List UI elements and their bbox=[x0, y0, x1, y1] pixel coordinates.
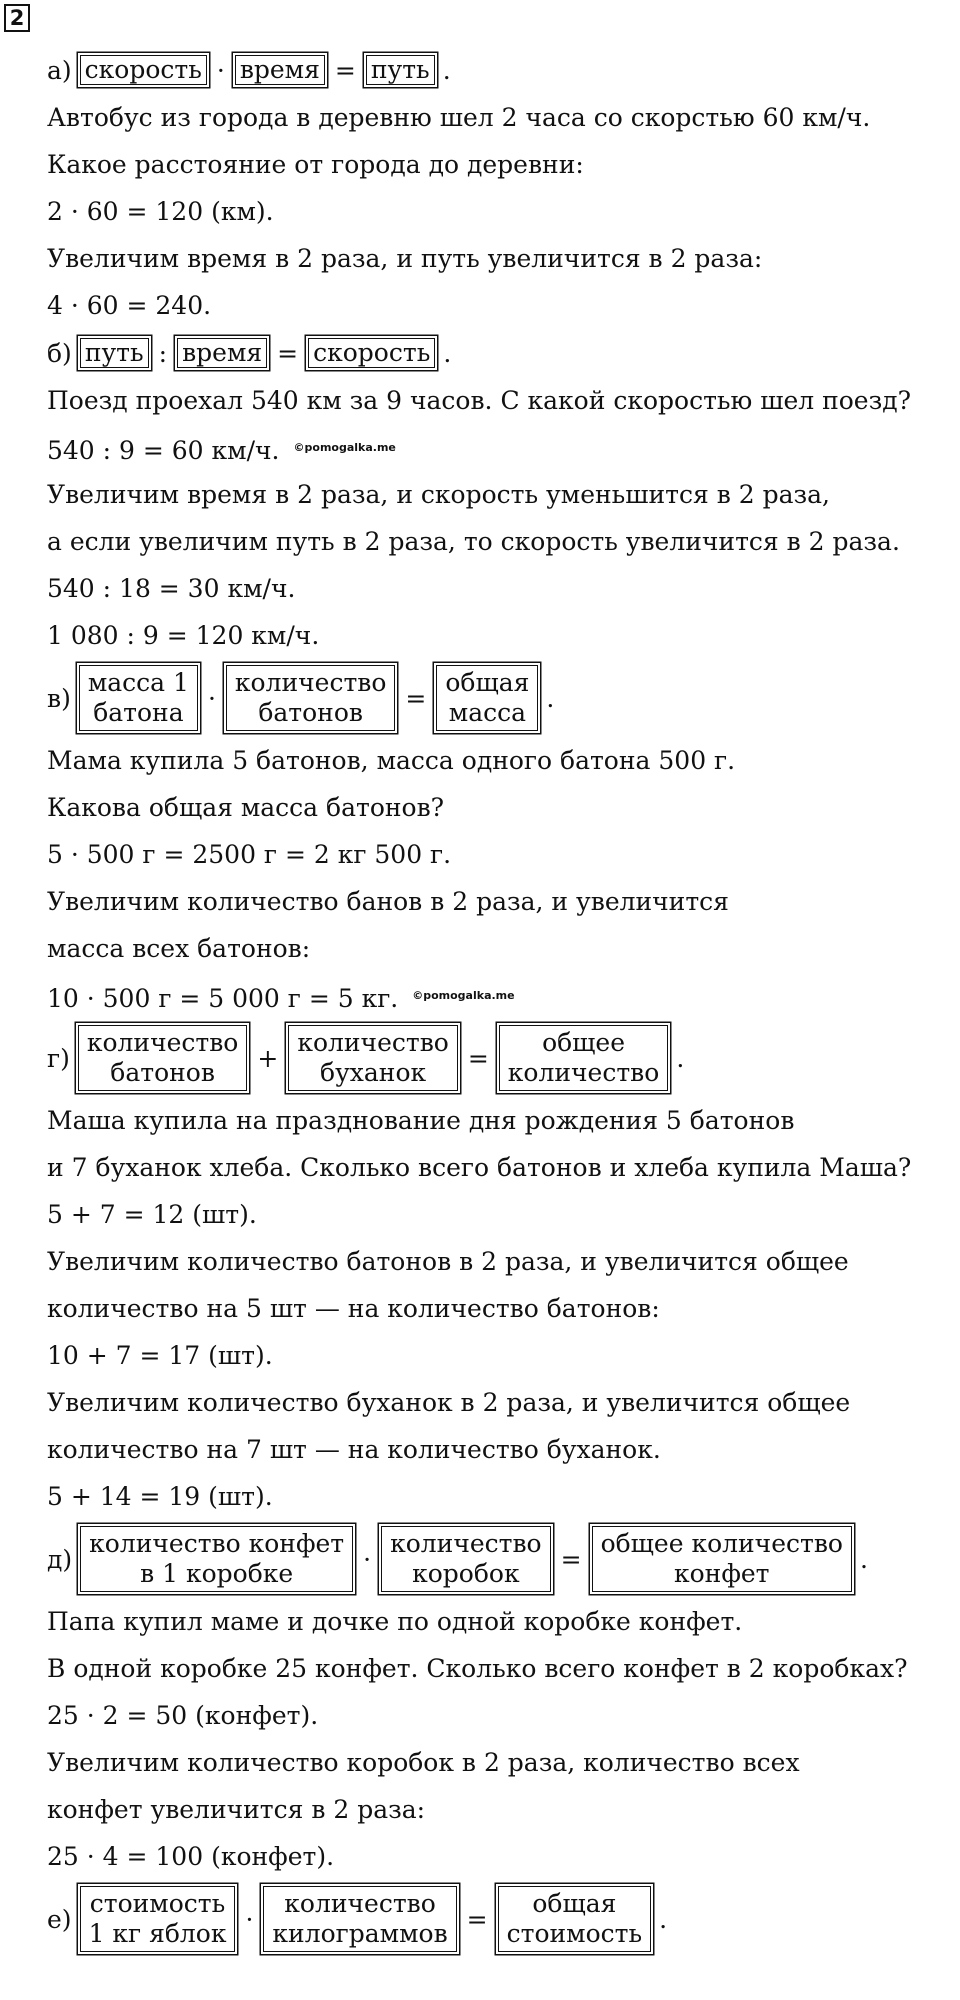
watermark: ©pomogalka.me bbox=[293, 441, 396, 454]
formula-a-op1: · bbox=[216, 55, 225, 85]
formula-b-period: . bbox=[443, 338, 452, 368]
formula-g bbox=[47, 1021, 947, 1095]
d-line-3: 25 · 2 = 50 (конфет). bbox=[47, 1701, 319, 1730]
formula-a-box-time: время bbox=[235, 55, 325, 85]
v-line-5: масса всех батонов: bbox=[47, 934, 311, 963]
formula-e-op1: · bbox=[245, 1904, 254, 1934]
a-line-1: Автобус из города в деревню шел 2 часа со скорстью 60 км/ч. bbox=[47, 103, 871, 132]
a-line-4: Увеличим время в 2 раза, и путь увеличится в 2 раза: bbox=[47, 244, 763, 273]
formula-b-op1: : bbox=[158, 338, 168, 368]
formula-v-op1: · bbox=[207, 683, 216, 713]
formula-b bbox=[47, 329, 947, 377]
b-line-6: 1 080 : 9 = 120 км/ч. bbox=[47, 621, 320, 650]
formula-e-label: е) bbox=[47, 1904, 72, 1934]
g-line-8: количество на 7 шт — на количество буханок. bbox=[47, 1435, 661, 1464]
d-line-5: конфет увеличится в 2 раза: bbox=[47, 1795, 426, 1824]
formula-v-box-count: количество батонов bbox=[226, 665, 396, 731]
formula-v-box-unit-mass: масса 1 батона bbox=[79, 665, 198, 731]
formula-d-box-boxes: количество коробок bbox=[381, 1526, 551, 1592]
formula-b-label: б) bbox=[47, 338, 72, 368]
formula-b-op2: = bbox=[277, 338, 299, 368]
formula-e-box-total-cost: общая стоимость bbox=[498, 1886, 652, 1952]
formula-a-box-distance: путь bbox=[366, 55, 435, 85]
b-line-3: Увеличим время в 2 раза, и скорость уменьшится в 2 раза, bbox=[47, 480, 830, 509]
d-line-4: Увеличим количество коробок в 2 раза, количество всех bbox=[47, 1748, 800, 1777]
solution-content bbox=[47, 46, 947, 1958]
g-line-7: Увеличим количество буханок в 2 раза, и увеличится общее bbox=[47, 1388, 851, 1417]
formula-a bbox=[47, 46, 947, 94]
g-line-6: 10 + 7 = 17 (шт). bbox=[47, 1341, 273, 1370]
d-line-1: Папа купил маме и дочке по одной коробке конфет. bbox=[47, 1607, 743, 1636]
b-line-2 bbox=[47, 424, 947, 471]
formula-g-period: . bbox=[676, 1043, 685, 1073]
watermark: ©pomogalka.me bbox=[412, 989, 515, 1002]
formula-v bbox=[47, 661, 947, 735]
task-number-badge: 2 bbox=[4, 4, 30, 32]
formula-g-op1: + bbox=[257, 1043, 279, 1073]
formula-d-op2: = bbox=[560, 1544, 582, 1574]
formula-e-op2: = bbox=[466, 1904, 488, 1934]
formula-d-period: . bbox=[859, 1544, 868, 1574]
g-line-9: 5 + 14 = 19 (шт). bbox=[47, 1482, 273, 1511]
v-line-3: 5 · 500 г = 2500 г = 2 кг 500 г. bbox=[47, 840, 452, 869]
formula-g-label: г) bbox=[47, 1043, 70, 1073]
v-line-1: Мама купила 5 батонов, масса одного батона 500 г. bbox=[47, 746, 736, 775]
formula-d-label: д) bbox=[47, 1544, 73, 1574]
a-line-5: 4 · 60 = 240. bbox=[47, 291, 212, 320]
formula-v-period: . bbox=[546, 683, 555, 713]
b-line-2-text: 540 : 9 = 60 км/ч. bbox=[47, 436, 280, 465]
formula-v-op2: = bbox=[405, 683, 427, 713]
formula-e-box-kilograms: количество килограммов bbox=[263, 1886, 456, 1952]
d-line-2: В одной коробке 25 конфет. Сколько всего конфет в 2 коробках? bbox=[47, 1654, 908, 1683]
formula-e-box-price: стоимость 1 кг яблок bbox=[80, 1886, 236, 1952]
v-line-4: Увеличим количество банов в 2 раза, и увеличится bbox=[47, 887, 729, 916]
formula-b-box-time: время bbox=[177, 338, 267, 368]
a-line-3: 2 · 60 = 120 (км). bbox=[47, 197, 274, 226]
formula-a-op2: = bbox=[334, 55, 356, 85]
v-line-6-text: 10 · 500 г = 5 000 г = 5 кг. bbox=[47, 984, 399, 1013]
d-line-6: 25 · 4 = 100 (конфет). bbox=[47, 1842, 335, 1871]
formula-b-box-distance: путь bbox=[80, 338, 149, 368]
g-line-3: 5 + 7 = 12 (шт). bbox=[47, 1200, 257, 1229]
formula-g-box-breads: количество буханок bbox=[288, 1025, 458, 1091]
formula-a-box-speed: скорость bbox=[80, 55, 207, 85]
formula-g-box-loaves: количество батонов bbox=[78, 1025, 248, 1091]
g-line-5: количество на 5 шт — на количество батонов: bbox=[47, 1294, 660, 1323]
formula-g-op2: = bbox=[467, 1043, 489, 1073]
g-line-1: Маша купила на празднование дня рождения 5 батонов bbox=[47, 1106, 795, 1135]
formula-a-period: . bbox=[442, 55, 451, 85]
g-line-2: и 7 буханок хлеба. Сколько всего батонов и хлеба купила Маша? bbox=[47, 1153, 912, 1182]
formula-e bbox=[47, 1882, 947, 1956]
a-line-2: Какое расстояние от города до деревни: bbox=[47, 150, 584, 179]
g-line-4: Увеличим количество батонов в 2 раза, и увеличится общее bbox=[47, 1247, 849, 1276]
formula-b-box-speed: скорость bbox=[308, 338, 435, 368]
formula-v-box-total-mass: общая масса bbox=[436, 665, 538, 731]
formula-a-label: а) bbox=[47, 55, 72, 85]
b-line-5: 540 : 18 = 30 км/ч. bbox=[47, 574, 296, 603]
formula-d-op1: · bbox=[363, 1544, 372, 1574]
formula-d-box-total: общее количество конфет bbox=[592, 1526, 852, 1592]
formula-g-box-total: общее количество bbox=[499, 1025, 669, 1091]
formula-v-label: в) bbox=[47, 683, 71, 713]
v-line-6 bbox=[47, 972, 947, 1019]
b-line-4: а если увеличим путь в 2 раза, то скорость увеличится в 2 раза. bbox=[47, 527, 900, 556]
formula-d-box-per-box: количество конфет в 1 коробке bbox=[80, 1526, 353, 1592]
v-line-2: Какова общая масса батонов? bbox=[47, 793, 445, 822]
b-line-1: Поезд проехал 540 км за 9 часов. С какой скоростью шел поезд? bbox=[47, 386, 912, 415]
formula-e-period: . bbox=[659, 1904, 668, 1934]
formula-d bbox=[47, 1522, 947, 1596]
